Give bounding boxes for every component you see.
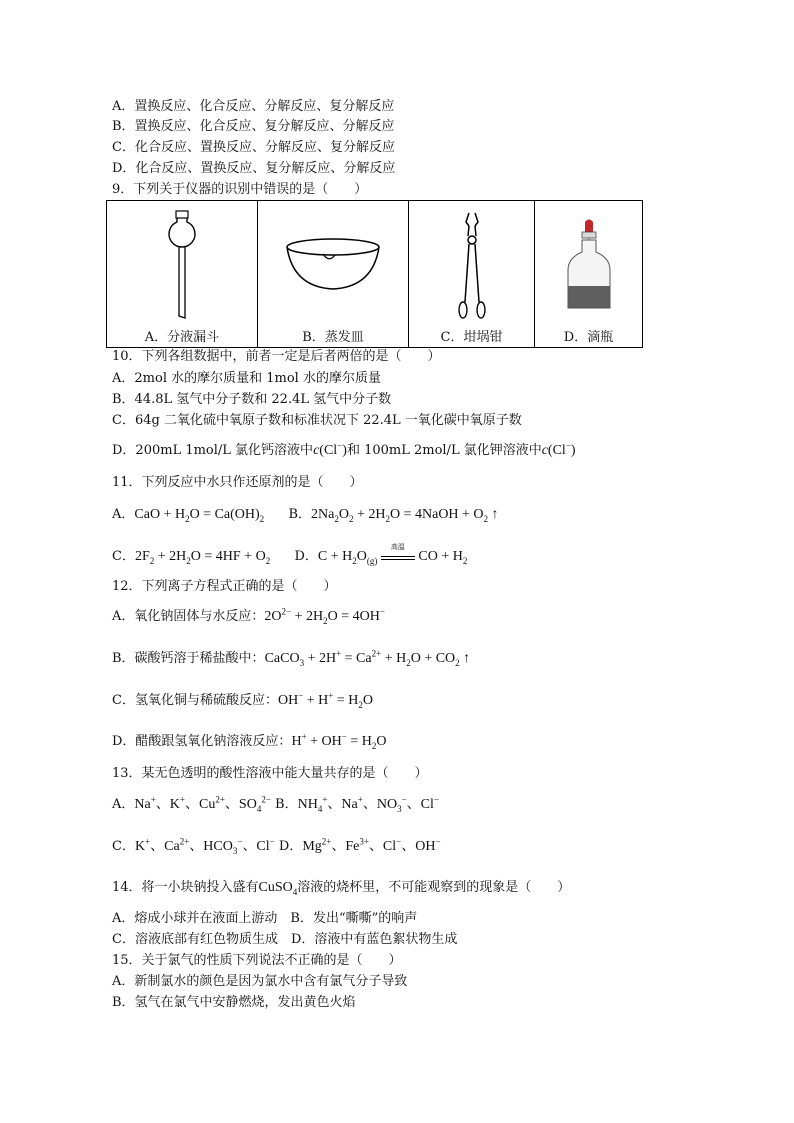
q11-c-label: C． (112, 549, 135, 564)
q13-row-cd: C．K+、$Ca^{2+}$、$HCO_3^-$、Cl− D．$Mg^{2+}$、$Fe^{3+}$、Cl−、OH− (112, 836, 441, 856)
evaporating-dish-icon (283, 235, 383, 295)
q11-row-cd (112, 543, 468, 566)
q14-stem: 14．将一小块钠投入盛有CuSO$_4$溶液的烧杯里，不可能观察到的现象是（ ） (112, 880, 571, 897)
q10-option-d (112, 442, 576, 460)
q12-option-c: C．氢氧化铜与稀硫酸反应：$OH^- + H^+ = H_2O$ (112, 690, 373, 710)
q14-row-cd: C．溶液底部有红色物质生成 D．溶液中有蓝色絮状物生成 (112, 932, 458, 947)
caption-a: A．分液漏斗 (144, 330, 220, 345)
q10-option-c: C．64g 二氧化硫中氧原子数和标准状况下 22.4L 一氧化碳中氧原子数 (112, 413, 522, 428)
q11-c-equation: $2F_2 + 2H_2O = 4HF + O_2$ (134, 549, 271, 566)
q15-stem: 15．关于氯气的性质下列说法不正确的是（ ） (112, 953, 402, 968)
q11-stem: 11．下列反应中水只作还原剂的是（ ） (112, 475, 363, 490)
q12-option-b: B．碳酸钙溶于稀盐酸中：CaCO$_3$ + $2H^+ = Ca^{2+} + H_2O + CO_2$ ↑ (112, 648, 471, 668)
q11-d-label: D． (294, 549, 318, 564)
q13-b-ions: $NH_4^+$、Na+、$NO_3^-$、Cl− (297, 794, 439, 814)
q10-d-expr2: c(Cl−) (541, 440, 576, 458)
q8-option-d: D．化合反应、置换反应、复分解反应、分解反应 (112, 161, 396, 176)
q11-a-equation: CaO + $H_2O = Ca(OH)_2$ (134, 507, 265, 524)
q8-option-a: A．置换反应、化合反应、分解反应、复分解反应 (112, 99, 395, 114)
q10-option-b: B．44.8L 氢气中分子数和 22.4L 氢气中分子数 (112, 392, 392, 407)
q15-option-a: A．新制氯水的颜色是因为氯水中含有氯气分子导致 (112, 974, 408, 989)
q13-c-ions: K+、$Ca^{2+}$、$HCO_3^-$、Cl− (134, 836, 275, 856)
apparatus-table (106, 200, 643, 348)
caption-c: C．坩埚钳 (440, 330, 503, 345)
q12-option-d: D．醋酸跟氢氧化钠溶液反应：$H^+ + OH^- = H_2O$ (112, 731, 387, 751)
q11-row-ab (112, 506, 499, 524)
q13-stem: 13．某无色透明的酸性溶液中能大量共存的是（ ） (112, 766, 428, 781)
caption-d: D．滴瓶 (563, 330, 614, 345)
apparatus-cell-d (535, 201, 643, 348)
q14-row-ab: A．熔成小球并在液面上游动 B．发出“嘶嘶”的响声 (112, 911, 418, 926)
apparatus-cell-a (107, 201, 258, 348)
dropper-bottle-icon (564, 218, 614, 313)
q10-d-part1: D．200mL 1mol/L 氯化钙溶液中 (112, 443, 314, 458)
q11-b-equation: $2Na_2O_2 + 2H_2O$ = 4NaOH + $O_2$ ↑ (311, 507, 499, 524)
q12-stem: 12．下列离子方程式正确的是（ ） (112, 579, 337, 594)
caption-b: B．蒸发皿 (302, 330, 364, 345)
q11-b-label: B． (288, 507, 312, 522)
q11-a-label: A． (112, 507, 135, 522)
q13-a-ions: Na+、K+、$Cu^{2+}$、$SO_4^{2-}$ (134, 794, 271, 814)
q10-option-a: A．2mol 水的摩尔质量和 1mol 水的摩尔质量 (112, 371, 381, 386)
q11-condition: 高温 (390, 543, 405, 551)
apparatus-cell-c (409, 201, 535, 348)
q13-row-ab: A．Na+、K+、$Cu^{2+}$、$SO_4^{2-}$ B．$NH_4^+$、Na+、$NO_3^-$、Cl− (112, 794, 439, 814)
q15-option-b: B．氢气在氯气中安静燃烧，发出黄色火焰 (112, 995, 356, 1010)
q10-d-expr1: c(Cl−) (313, 440, 347, 458)
q13-d-ions: $Mg^{2+}$、$Fe^{3+}$、Cl−、OH− (302, 836, 441, 854)
q10-stem: 10．下列各组数据中，前者一定是后者两倍的是（ ） (112, 349, 441, 364)
q11-d-equation: $C + H_2O_{(g)}$ 高温 CO + $H_2$ (318, 549, 467, 564)
apparatus-cell-b (258, 201, 409, 348)
q9-stem: 9．下列关于仪器的识别中错误的是（ ） (112, 182, 368, 197)
separatory-funnel-icon (162, 210, 202, 320)
q8-option-b: B．置换反应、化合反应、复分解反应、分解反应 (112, 119, 395, 134)
crucible-tongs-icon (452, 210, 492, 320)
q10-d-part2: 和 100mL 2mol/L 氯化钾溶液中 (346, 443, 542, 458)
q12-option-a: A．氧化钠固体与水反应：$2O^{2-} + 2H_2O = 4OH^-$ (112, 606, 385, 626)
q8-option-c: C．化合反应、置换反应、分解反应、复分解反应 (112, 140, 395, 155)
